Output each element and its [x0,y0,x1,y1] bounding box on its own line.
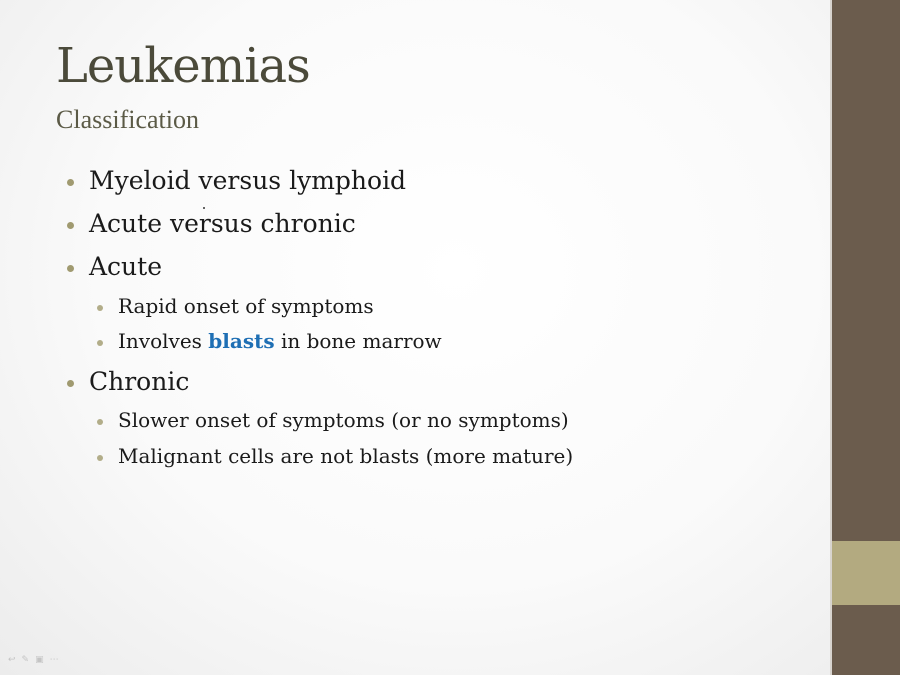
sub-bullet-dot-icon [97,455,103,461]
bullet-text: Acute [89,252,162,281]
sub-bullet-text: Rapid onset of symptoms [118,294,374,318]
sub-bullet-text: Slower onset of symptoms (or no symptoms) [118,408,569,432]
bullet-text: Chronic [89,367,190,396]
bullet-dot-icon [67,222,74,229]
sub-bullet-text-before: Involves [118,329,209,353]
sub-bullet-dot-icon [97,305,103,311]
theme-side-bar-accent-block [832,541,900,605]
highlighted-term: blasts [208,329,275,353]
slideshow-controls [8,655,59,665]
sub-bullet-dot-icon [97,419,103,425]
back-arrow-icon[interactable]: ↩ [8,655,16,665]
pen-icon[interactable]: ✎ [21,655,30,665]
sub-bullet-text: Malignant cells are not blasts (more mature) [118,444,574,468]
sub-bullet-text [118,329,442,353]
stray-speck [203,207,205,209]
bullet-dot-icon [67,265,74,272]
bullet-text: Myeloid versus lymphoid [89,166,407,195]
sub-bullet-text-after: in bone marrow [274,329,442,353]
slide-title: Leukemias [56,38,310,94]
bullet-dot-icon [67,380,74,387]
bullet-text: Acute versus chronic [89,209,356,238]
slides-icon[interactable]: ▣ [35,655,44,665]
more-icon[interactable]: ⋯ [49,655,59,665]
sub-bullet-dot-icon [97,340,103,346]
bullet-dot-icon [67,179,74,186]
slide-subtitle: Classification [56,105,199,134]
